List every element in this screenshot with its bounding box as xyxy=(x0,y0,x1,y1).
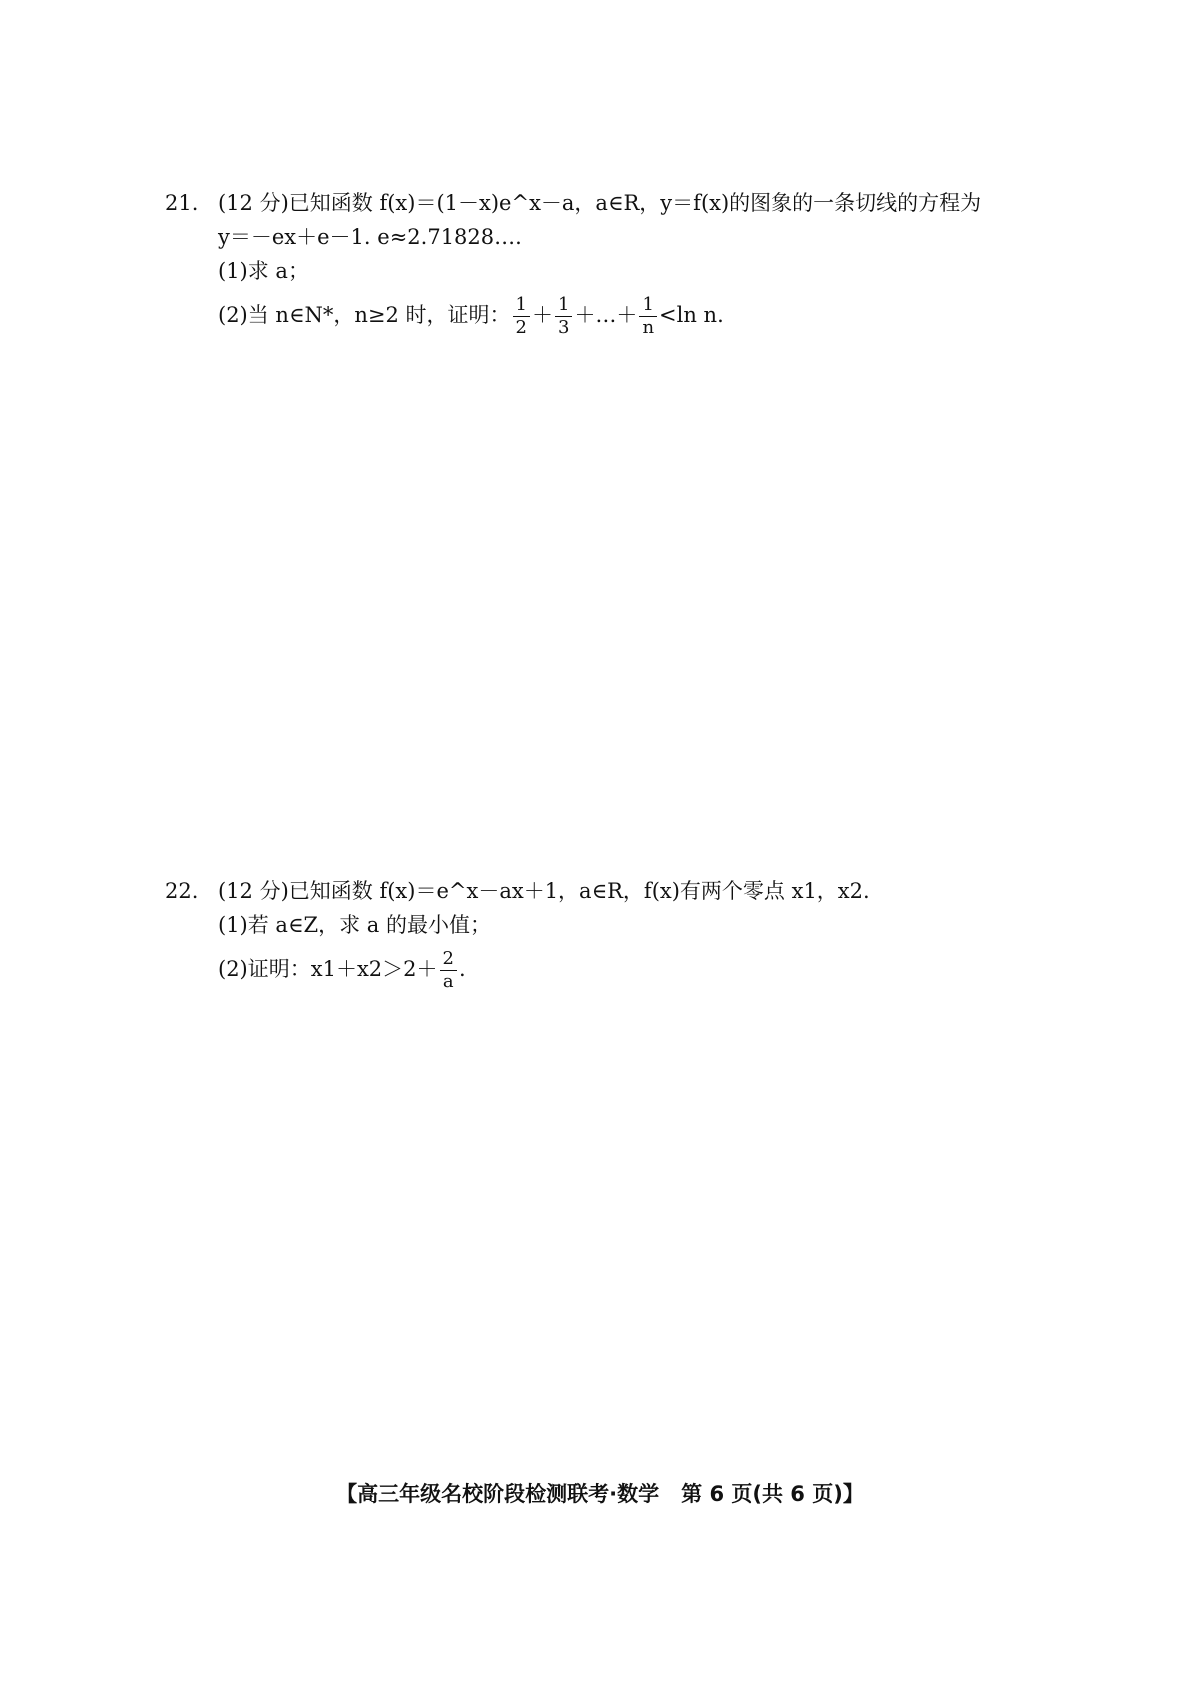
problem-21-number: 21. xyxy=(165,191,199,215)
problem-22-part-2-prefix: (2)证明：x1＋x2＞2＋ xyxy=(218,957,438,981)
problem-22 xyxy=(165,874,1045,996)
fraction-one-over-n: $\frac{1}{n}$ xyxy=(639,294,657,339)
problem-22-part-2-tail: . xyxy=(458,957,466,981)
page-footer xyxy=(0,1478,1200,1508)
problem-21-part-1: (1)求 a； xyxy=(218,259,309,283)
problem-21-part-2-tail: <ln n. xyxy=(659,303,724,327)
problem-21-line-1 xyxy=(165,186,1045,220)
problem-22-part-1: (1)若 a∈Z，求 a 的最小值； xyxy=(218,913,491,937)
problem-21-line-2: y＝－ex＋e－1. e≈2.71828…. xyxy=(218,225,522,249)
problem-21-stem: (12 分)已知函数 f(x)＝(1－x)e^x－a，a∈R，y＝f(x)的图象的一条切线的方程为 xyxy=(218,191,982,215)
footer-exam-title: 【高三年级名校阶段检测联考·数学 xyxy=(336,1482,660,1506)
fraction-two-over-a: $\frac{2}{a}$ xyxy=(440,948,457,993)
problem-22-stem: (12 分)已知函数 f(x)＝e^x－ax＋1，a∈R，f(x)有两个零点 x1，x2. xyxy=(218,879,870,903)
problem-22-line-1 xyxy=(165,874,1045,908)
problem-21-part-2-prefix: (2)当 n∈N*，n≥2 时，证明： xyxy=(218,303,511,327)
fraction-one-half: $\frac{1}{2}$ xyxy=(513,294,530,339)
footer-page-number: 第 6 页(共 6 页)】 xyxy=(681,1482,864,1506)
problem-22-part-2 xyxy=(165,942,1045,996)
problem-21 xyxy=(165,186,1045,342)
problem-22-number: 22. xyxy=(165,879,199,903)
problem-21-part-2: (2)当 n∈N*，n≥2 时，证明： $\frac{1}{2}$ ＋ $\frac{1}{3}$ ＋…＋ $\frac{1}{n}$ <ln n. xyxy=(218,294,724,338)
fraction-one-third: $\frac{1}{3}$ xyxy=(555,294,572,339)
